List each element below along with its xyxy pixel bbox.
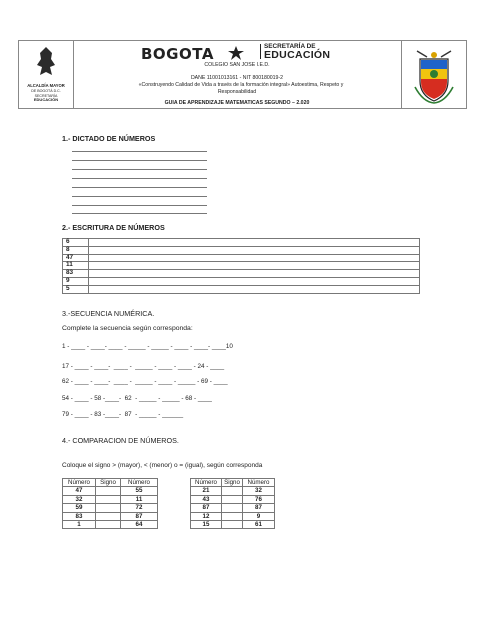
sign-cell[interactable] bbox=[222, 504, 243, 512]
number-cell: 83 bbox=[63, 270, 89, 278]
table-row bbox=[63, 246, 420, 254]
motto-line-2: Responsabilidad bbox=[217, 89, 257, 95]
sign-cell[interactable] bbox=[222, 487, 243, 495]
dictation-line[interactable] bbox=[72, 160, 207, 161]
sequence-line[interactable]: 54 - ____ - 58 -____- 62 - _____ - _____ - 68 - ____ bbox=[62, 395, 212, 402]
header-numero: Número bbox=[121, 479, 158, 487]
school-crest-icon bbox=[411, 47, 457, 105]
comparison-table-right bbox=[190, 478, 275, 529]
number-cell: 9 bbox=[63, 277, 89, 285]
table-row bbox=[63, 262, 420, 270]
table-row bbox=[191, 512, 275, 520]
table-row bbox=[63, 487, 158, 495]
number-cell: 21 bbox=[191, 487, 222, 495]
number-cell: 6 bbox=[63, 239, 89, 247]
dictation-line[interactable] bbox=[72, 169, 207, 170]
dane-nit: DANE 11001013161 - NIT 800180019-2 bbox=[190, 75, 284, 81]
number-cell: 5 bbox=[63, 285, 89, 293]
table-row bbox=[63, 285, 420, 293]
number-cell: 87 bbox=[191, 504, 222, 512]
answer-cell[interactable] bbox=[89, 285, 420, 293]
number-cell: 87 bbox=[121, 512, 158, 520]
answer-cell[interactable] bbox=[89, 262, 420, 270]
motto-line-1: «Construyendo Calidad de Vida a través de la formación integral» Autoestima, Respeto y bbox=[138, 82, 344, 88]
table-header-row bbox=[63, 479, 158, 487]
sign-cell[interactable] bbox=[222, 495, 243, 503]
alcaldia-logo bbox=[25, 45, 67, 107]
sign-cell[interactable] bbox=[96, 495, 121, 503]
school-name: COLEGIO SAN JOSE I.E.D. bbox=[204, 62, 270, 68]
number-cell: 11 bbox=[63, 262, 89, 270]
answer-cell[interactable] bbox=[89, 254, 420, 262]
number-cell: 47 bbox=[63, 254, 89, 262]
sequence-line[interactable]: 17 - ____ - ____- ____ - _____ - ____ - ____ - 24 - ____ bbox=[62, 363, 225, 370]
sequence-line[interactable]: 1 - ____ - ____- ____ - _____ - _____ - ____ - ____- ____10 bbox=[62, 343, 233, 350]
guide-title: GUIA DE APRENDIZAJE MATEMATICAS SEGUNDO – 2.020 bbox=[164, 100, 310, 106]
dictation-line[interactable] bbox=[72, 213, 207, 214]
table-row bbox=[63, 254, 420, 262]
answer-cell[interactable] bbox=[89, 239, 420, 247]
alcaldia-line-1: ALCALDÍA MAYOR bbox=[27, 83, 65, 88]
number-cell: 59 bbox=[63, 504, 96, 512]
number-cell: 11 bbox=[121, 495, 158, 503]
table-row bbox=[63, 521, 158, 529]
bogota-logo bbox=[141, 45, 261, 61]
sequence-line[interactable]: 79 - ____ - 83 -____- 87 - _____ - ______ bbox=[62, 411, 184, 418]
table-row bbox=[63, 504, 158, 512]
dictation-line[interactable] bbox=[72, 178, 207, 179]
section-3-instruction: Complete la secuencia según corresponda: bbox=[62, 325, 193, 332]
answer-cell[interactable] bbox=[89, 246, 420, 254]
number-cell: 72 bbox=[121, 504, 158, 512]
number-cell: 64 bbox=[121, 521, 158, 529]
number-cell: 55 bbox=[121, 487, 158, 495]
sequence-line[interactable]: 62 - ____ - ____- ____ - _____ - ____ - _____ - 69 - ____ bbox=[62, 378, 228, 385]
bogota-star-icon bbox=[225, 45, 247, 61]
alcaldia-line-4: EDUCACIÓN bbox=[33, 97, 59, 102]
header-box bbox=[18, 40, 467, 109]
header-numero: Número bbox=[243, 479, 275, 487]
alcaldia-line-3: SECRETARÍA bbox=[34, 93, 58, 98]
sign-cell[interactable] bbox=[96, 504, 121, 512]
table-row bbox=[63, 495, 158, 503]
number-cell: 15 bbox=[191, 521, 222, 529]
number-cell: 32 bbox=[63, 495, 96, 503]
secretaria-bottom-text: EDUCACIÓN bbox=[264, 49, 331, 61]
sign-cell[interactable] bbox=[96, 521, 121, 529]
header-divider-right bbox=[401, 41, 402, 108]
number-cell: 76 bbox=[243, 495, 275, 503]
number-cell: 83 bbox=[63, 512, 96, 520]
number-cell: 32 bbox=[243, 487, 275, 495]
table-header-row bbox=[191, 479, 275, 487]
table-row bbox=[63, 239, 420, 247]
number-cell: 8 bbox=[63, 246, 89, 254]
sign-cell[interactable] bbox=[96, 487, 121, 495]
section-3-title: 3.-SECUENCIA NUMÉRICA. bbox=[62, 309, 155, 318]
secretaria-logo bbox=[264, 43, 330, 61]
header-signo: Signo bbox=[96, 479, 121, 487]
dictation-line[interactable] bbox=[72, 205, 207, 206]
section-4-instruction: Coloque el signo > (mayor), < (menor) o = (igual), según corresponda bbox=[62, 462, 263, 469]
dictation-line[interactable] bbox=[72, 196, 207, 197]
header-numero: Número bbox=[191, 479, 222, 487]
table-row bbox=[191, 487, 275, 495]
answer-cell[interactable] bbox=[89, 270, 420, 278]
dictation-line[interactable] bbox=[72, 151, 207, 152]
alcaldia-line-2: DE BOGOTÁ D.C. bbox=[31, 88, 61, 93]
sign-cell[interactable] bbox=[222, 512, 243, 520]
header-signo: Signo bbox=[222, 479, 243, 487]
table-row bbox=[63, 270, 420, 278]
number-cell: 61 bbox=[243, 521, 275, 529]
bogota-logo-text: BOGOTA bbox=[141, 45, 214, 63]
section-4-title: 4.- COMPARACION DE NÚMEROS. bbox=[62, 436, 179, 445]
table-row bbox=[191, 504, 275, 512]
logo-separator bbox=[260, 44, 261, 59]
sign-cell[interactable] bbox=[96, 512, 121, 520]
number-cell: 87 bbox=[243, 504, 275, 512]
header-divider-left bbox=[73, 41, 74, 108]
number-cell: 43 bbox=[191, 495, 222, 503]
number-writing-table bbox=[62, 238, 420, 294]
number-cell: 12 bbox=[191, 512, 222, 520]
table-row bbox=[63, 512, 158, 520]
header-numero: Número bbox=[63, 479, 96, 487]
table-row bbox=[63, 277, 420, 285]
dictation-line[interactable] bbox=[72, 187, 207, 188]
answer-cell[interactable] bbox=[89, 277, 420, 285]
number-cell: 47 bbox=[63, 487, 96, 495]
section-2-title: 2.- ESCRITURA DE NÚMEROS bbox=[62, 223, 165, 232]
table-row bbox=[191, 521, 275, 529]
comparison-table-left bbox=[62, 478, 158, 529]
number-cell: 9 bbox=[243, 512, 275, 520]
alcaldia-shield-icon bbox=[25, 45, 67, 79]
number-cell: 1 bbox=[63, 521, 96, 529]
sign-cell[interactable] bbox=[222, 521, 243, 529]
secretaria-top-text: SECRETARÍA DE bbox=[264, 43, 316, 50]
table-row bbox=[191, 495, 275, 503]
section-1-title: 1.- DICTADO DE NÚMEROS bbox=[62, 134, 156, 143]
